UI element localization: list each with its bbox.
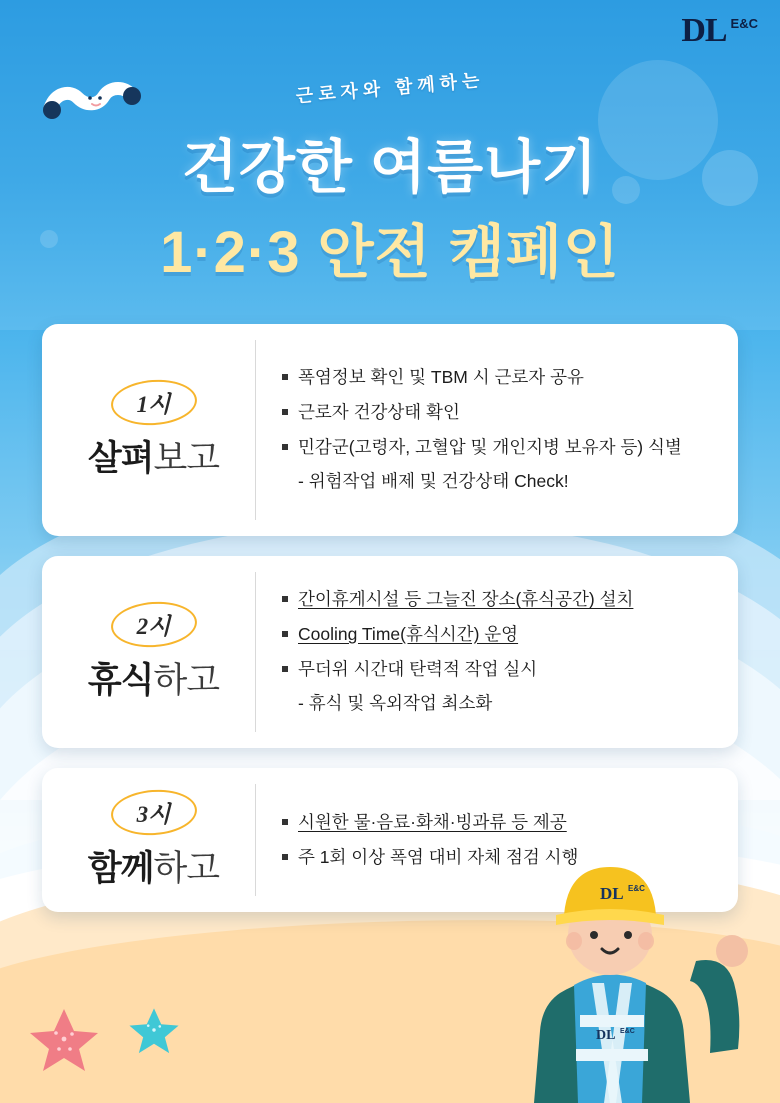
step-card-left bbox=[60, 572, 256, 732]
bullet-square-icon bbox=[282, 854, 288, 860]
bullet-square-icon bbox=[282, 409, 288, 415]
svg-text:DL: DL bbox=[596, 1028, 616, 1043]
step-card bbox=[42, 324, 738, 536]
starfish-icon bbox=[28, 1005, 100, 1073]
step-title bbox=[88, 841, 219, 891]
step-card-left bbox=[60, 340, 256, 520]
step-title bbox=[88, 653, 219, 703]
step-card bbox=[42, 556, 738, 748]
step-title bbox=[88, 431, 219, 481]
poster-title-line1: 건강한 여름나기 bbox=[181, 135, 599, 200]
step-title-strong: 휴식 bbox=[87, 660, 154, 700]
bullet-square-icon bbox=[282, 374, 288, 380]
poster-kicker: 근로자와 함께하는 bbox=[295, 69, 486, 107]
bullet-square-icon bbox=[282, 444, 288, 450]
step-hour-badge: 2시 bbox=[111, 602, 197, 647]
svg-text:E&C: E&C bbox=[628, 884, 645, 893]
bullet-text: 폭염정보 확인 및 TBM 시 근로자 공유 bbox=[298, 367, 584, 388]
bullet-item bbox=[282, 811, 720, 835]
logo-sub-text: E&C bbox=[730, 16, 758, 31]
svg-text:DL: DL bbox=[600, 884, 624, 903]
starfish-icon bbox=[128, 1005, 180, 1055]
poster-title-line2: 1·2·3 안전 캠페인 bbox=[160, 220, 620, 285]
bullet-square-icon bbox=[282, 596, 288, 602]
logo-mark-text: DL bbox=[681, 12, 727, 49]
step-title-strong: 살펴 bbox=[87, 438, 154, 478]
step-card-right bbox=[256, 572, 720, 732]
bullet-item bbox=[282, 436, 720, 460]
step-hour-badge: 3시 bbox=[111, 790, 197, 835]
bullet-item bbox=[282, 588, 720, 612]
worker-illustration bbox=[500, 843, 750, 1103]
bullet-text: 민감군(고령자, 고혈압 및 개인지병 보유자 등) 식별 bbox=[298, 436, 682, 457]
step-title-strong: 함께 bbox=[87, 848, 154, 888]
step-hour-badge: 1시 bbox=[111, 380, 197, 425]
bullet-text: 근로자 건강상태 확인 bbox=[298, 401, 460, 422]
bullet-text: 무더위 시간대 탄력적 작업 실시 bbox=[298, 658, 538, 679]
bullet-text: 간이휴게시설 등 그늘진 장소(휴식공간) 설치 bbox=[298, 589, 634, 610]
bullet-subnote: - 위험작업 배제 및 건강상태 Check! bbox=[298, 471, 569, 492]
step-title-light: 하고 bbox=[153, 848, 220, 888]
bullet-square-icon bbox=[282, 819, 288, 825]
step-title-light: 하고 bbox=[153, 660, 220, 700]
bullet-text: 시원한 물·음료·화채·빙과류 등 제공 bbox=[298, 811, 567, 832]
bullet-text: 주 1회 이상 폭염 대비 자체 점검 시행 bbox=[298, 846, 579, 867]
bullet-item bbox=[282, 401, 720, 425]
bullet-item bbox=[282, 366, 720, 390]
step-title-light: 보고 bbox=[153, 438, 220, 478]
bullet-square-icon bbox=[282, 666, 288, 672]
bullet-text: Cooling Time(휴식시간) 운영 bbox=[298, 623, 519, 644]
bullet-square-icon bbox=[282, 631, 288, 637]
bullet-item bbox=[282, 658, 720, 682]
svg-text:E&C: E&C bbox=[620, 1028, 635, 1035]
step-card-right bbox=[256, 340, 720, 520]
bullet-subnote: - 휴식 및 옥외작업 최소화 bbox=[298, 693, 493, 714]
bullet-item bbox=[282, 623, 720, 647]
step-card-left bbox=[60, 784, 256, 896]
